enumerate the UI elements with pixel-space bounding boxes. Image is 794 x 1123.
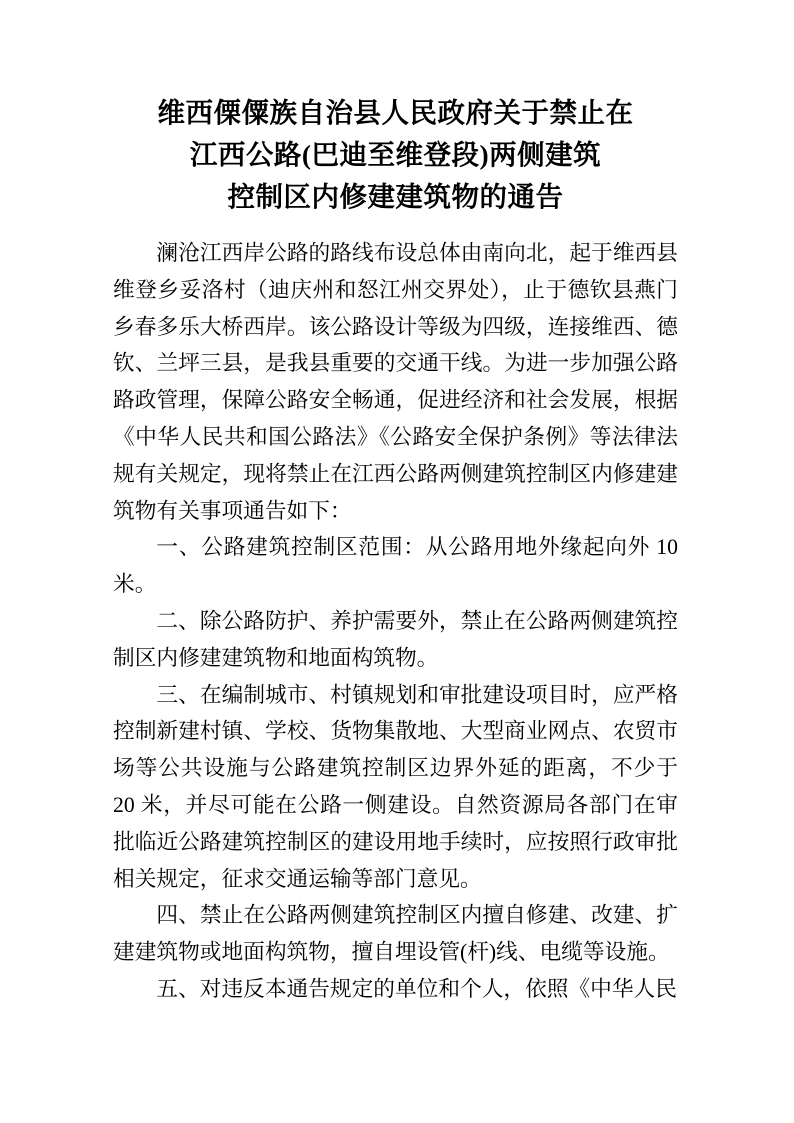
paragraph-item-3: 三、在编制城市、村镇规划和审批建设项目时，应严格控制新建村镇、学校、货物集散地、大型商业网点、农贸市场等公共设施与公路建筑控制区边界外延的距离，不少于 20 米，并尽可能在公路一侧建设。自然资源局各部门在审批临近公路建筑控制区的建设用地手续时，应按照行政审批相关规定，征求交通运输等部门意见。 <box>113 682 678 891</box>
document-title <box>113 92 678 218</box>
title-line-2: 江西公路(巴迪至维登段)两侧建筑 <box>189 139 602 170</box>
document-body <box>113 235 678 1008</box>
title-line-3: 控制区内修建建筑物的通告 <box>227 181 564 212</box>
title-line-1: 维西傈僳族自治县人民政府关于禁止在 <box>157 97 634 128</box>
paragraph-item-4: 四、禁止在公路两侧建筑控制区内擅自修建、改建、扩建建筑物或地面构筑物，擅自埋设管(杆)线、电缆等设施。 <box>113 903 678 965</box>
paragraph-item-1: 一、公路建筑控制区范围：从公路用地外缘起向外 10 米。 <box>113 535 678 597</box>
paragraph-item-2: 二、除公路防护、养护需要外，禁止在公路两侧建筑控制区内修建建筑物和地面构筑物。 <box>113 608 678 670</box>
paragraph-item-5: 五、对违反本通告规定的单位和个人，依照《中华人民 <box>156 976 677 1001</box>
paragraph-intro: 澜沧江西岸公路的路线布设总体由南向北，起于维西县维登乡妥洛村（迪庆州和怒江州交界处），止于德钦县燕门乡春多乐大桥西岸。该公路设计等级为四级，连接维西、德钦、兰坪三县，是我县重要的交通干线。为进一步加强公路路政管理，保障公路安全畅通，促进经济和社会发展，根据《中华人民共和国公路法》《公路安全保护条例》等法律法规有关规定，现将禁止在江西公路两侧建筑控制区内修建建筑物有关事项通告如下： <box>113 241 678 523</box>
